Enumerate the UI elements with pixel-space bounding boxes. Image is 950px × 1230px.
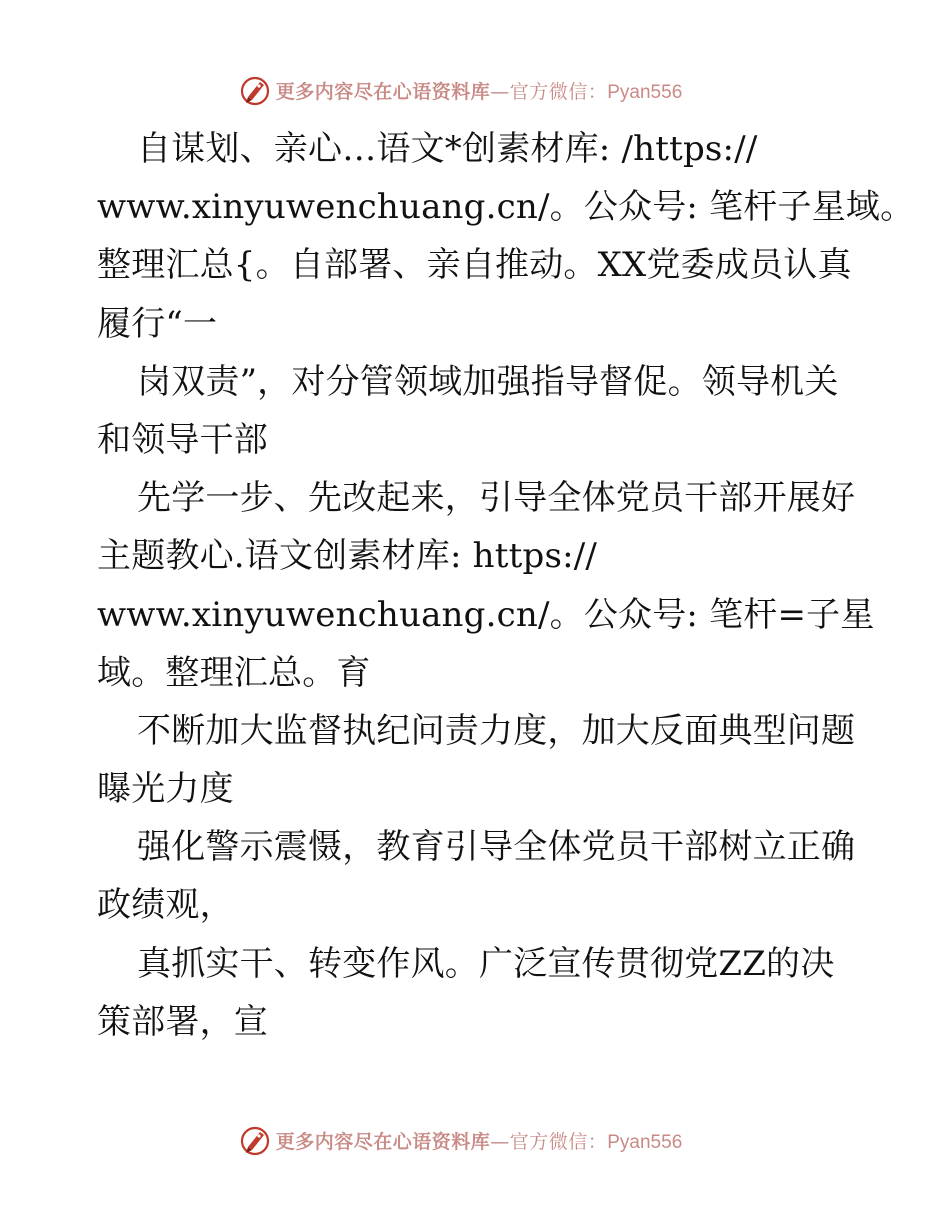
- body-line: 先学一步、先改起来，引导全体党员干部开展好: [137, 478, 856, 519]
- body-line: 和领导干部: [97, 419, 268, 460]
- footer-dash: —: [490, 1130, 510, 1153]
- footer-main-text: 更多内容尽在心语资料库: [275, 1130, 491, 1153]
- body-line: 政绩观，: [97, 885, 234, 926]
- body-line: 岗双责”，对分管领域加强指导督促。领导机关: [137, 361, 839, 402]
- document-body: [97, 120, 915, 1051]
- body-line: 域。整理汇总。育: [97, 652, 371, 693]
- body-line: 曝光力度: [97, 769, 234, 810]
- header-wechat-id: Pyan556: [607, 81, 683, 103]
- body-line: 不断加大监督执纪问责力度，加大反面典型问题: [137, 710, 856, 751]
- body-line: 真抓实干、转变作风。广泛宣传贯彻党ZZ的决: [137, 943, 835, 984]
- body-line: 履行“一: [97, 303, 218, 344]
- footer-banner-text: [276, 1127, 683, 1154]
- body-line: www.xinyuwenchuang.cn/。公众号: 笔杆=子星: [97, 594, 875, 635]
- footer-banner: [0, 1120, 950, 1160]
- header-dash: —: [490, 80, 510, 103]
- body-line: 整理汇总{。自部署、亲自推动。XX党委成员认真: [97, 245, 852, 286]
- body-line: www.xinyuwenchuang.cn/。公众号: 笔杆子星域。: [97, 187, 915, 228]
- body-line: 自谋划、亲心…语文*创素材库: /https://: [137, 129, 758, 169]
- body-line: 策部署，宣: [97, 1001, 268, 1042]
- header-banner-text: [276, 77, 683, 104]
- footer-sub-text: 官方微信：: [509, 1130, 608, 1153]
- header-banner: [0, 70, 950, 110]
- footer-wechat-id: Pyan556: [607, 1131, 683, 1153]
- header-main-text: 更多内容尽在心语资料库: [275, 80, 491, 103]
- body-line: 主题教心.语文创素材库: https://: [97, 536, 598, 577]
- pen-logo-icon: [238, 1123, 272, 1157]
- header-sub-text: 官方微信：: [509, 80, 608, 103]
- body-line: 强化警示震慑，教育引导全体党员干部树立正确: [137, 827, 856, 868]
- pen-logo-icon: [238, 73, 272, 107]
